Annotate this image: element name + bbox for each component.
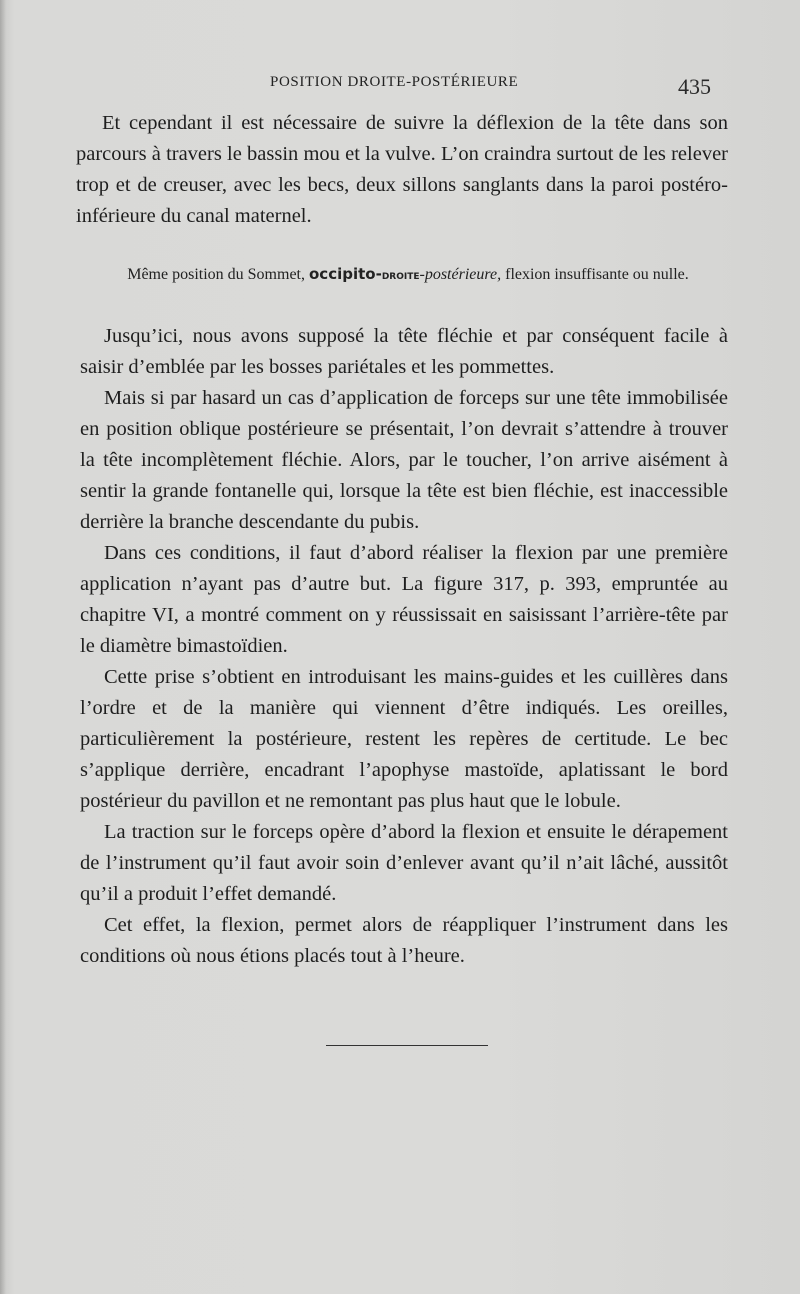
body-paragraph: La traction sur le forceps opère d’abord la flexion et ensuite le dérapement de l’instrument qu’il faut avoir soin d’enlever avant qu’il n’ait lâché, aussitôt qu’il a produit l’effet demandé. xyxy=(80,821,728,905)
section-heading-tail: flexion insuffisante ou nulle. xyxy=(505,266,689,283)
page-number: 435 xyxy=(678,74,711,99)
page-binding-edge xyxy=(0,0,6,1294)
intro-text-block xyxy=(76,108,728,232)
section-heading xyxy=(88,263,728,287)
section-heading-lead: Même position du Sommet, xyxy=(127,266,305,283)
body-text-block xyxy=(80,321,728,972)
intro-paragraph: Et cependant il est nécessaire de suivre la déflexion de la tête dans son parcours à travers le bassin mou et la vulve. L’on craindra surtout de les relever trop et de creuser, avec les becs, deux sillons sanglants dans la paroi postéro-inférieure du canal maternel. xyxy=(76,112,728,227)
section-heading-term: occipito- xyxy=(309,265,382,283)
running-title: POSITION DROITE-POSTÉRIEURE xyxy=(270,74,519,90)
body-paragraph: Mais si par hasard un cas d’application de forceps sur une tête immobilisée en position oblique postérieure se présentait, l’on devrait s’attendre à trouver la tête incomplètement fléchie. Alors, par le toucher, l’on arrive aisément à sentir la grande fontanelle qui, lorsque la tête est bien fléchie, est inaccessible derrière la branche descendante du pubis. xyxy=(80,387,728,533)
body-paragraph: Jusqu’ici, nous avons supposé la tête fléchie et par conséquent facile à saisir d’emblée par les bosses pariétales et les pommettes. xyxy=(80,325,728,378)
body-paragraph: Dans ces conditions, il faut d’abord réaliser la flexion par une première application n’ayant pas d’autre but. La figure 317, p. 393, empruntée au chapitre VI, a montré comment on y réussissait en saisissant l’arrière-tête par le diamètre bimastoïdien. xyxy=(80,542,728,657)
body-paragraph: Cet effet, la flexion, permet alors de réappliquer l’instrument dans les conditions où nous étions placés tout à l’heure. xyxy=(80,914,728,967)
section-heading-term-italic: -postérieure, xyxy=(419,266,502,283)
section-heading-term-smallcaps: droite xyxy=(381,268,420,283)
body-paragraph: Cette prise s’obtient en introduisant les mains-guides et les cuillères dans l’ordre et de la manière qui viennent d’être indiqués. Les oreilles, particulièrement la postérieure, restent les repères de certitude. Le bec s’applique derrière, encadrant l’apophyse mastoïde, aplatissant le bord postérieur du pavillon et ne remontant pas plus haut que le lobule. xyxy=(80,666,728,812)
end-rule-divider xyxy=(326,1045,488,1046)
